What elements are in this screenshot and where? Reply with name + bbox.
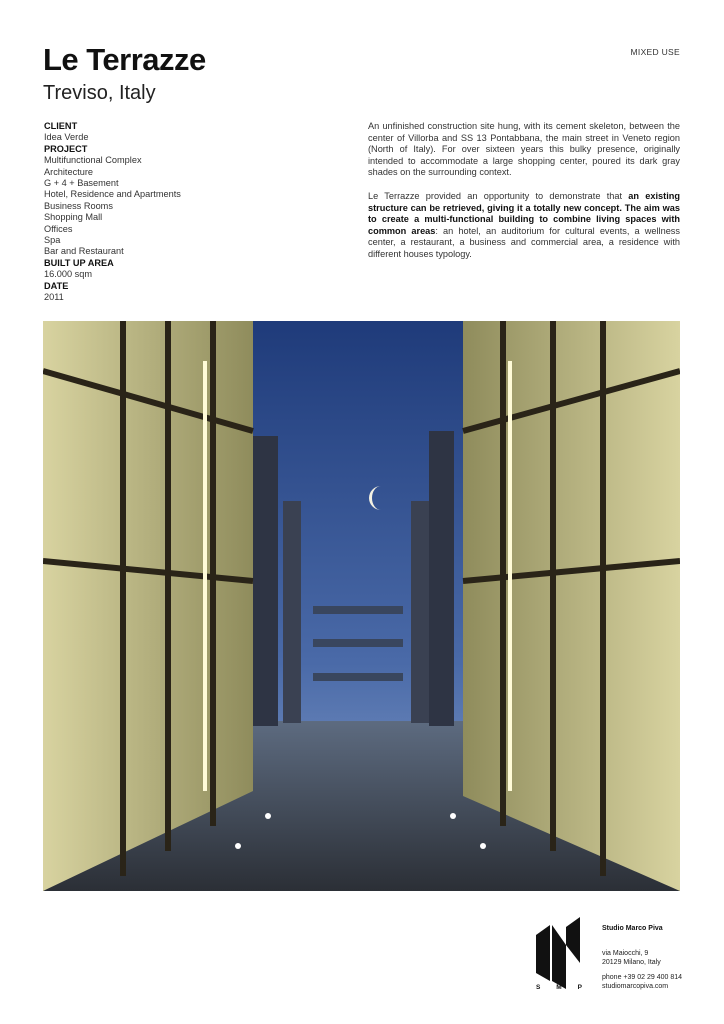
project-item: Architecture bbox=[44, 166, 94, 177]
project-description bbox=[368, 121, 680, 273]
description-text: Le Terrazze provided an opportunity to demonstrate that bbox=[368, 190, 629, 201]
project-item: Hotel, Residence and Apartments bbox=[44, 189, 181, 200]
project-item: Offices bbox=[44, 223, 73, 234]
studio-phone: phone +39 02 29 400 814 bbox=[602, 974, 682, 981]
project-item: Bar and Restaurant bbox=[44, 246, 124, 257]
date-value: 2011 bbox=[44, 292, 64, 303]
project-title: Le Terrazze bbox=[43, 42, 206, 77]
studio-city: 20129 Milano, Italy bbox=[602, 959, 661, 966]
category-label: MIXED USE bbox=[630, 47, 680, 57]
logo-letter: S bbox=[536, 984, 541, 991]
studio-contact bbox=[602, 924, 682, 991]
client-label: CLIENT bbox=[44, 121, 78, 131]
project-item: Spa bbox=[44, 235, 61, 246]
project-item: Multifunctional Complex bbox=[44, 155, 142, 166]
project-item: Business Rooms bbox=[44, 200, 113, 211]
logo-letter: P bbox=[577, 984, 582, 991]
logo-letters bbox=[536, 984, 582, 991]
studio-website[interactable]: studiomarcopiva.com bbox=[602, 983, 669, 990]
description-paragraph-2 bbox=[368, 191, 680, 261]
project-item: G + 4 + Basement bbox=[44, 178, 119, 189]
description-paragraph-1: An unfinished construction site hung, with its cement skeleton, between the center of Villorba and SS 13 Pontabbana, the main street in Veneto region (North of Italy). For over sixteen years this bulky presence, originally intended to accommodate a large shopping center, poured its dark gray shades on the surrounding context. bbox=[368, 121, 680, 178]
area-label: BUILT UP AREA bbox=[44, 257, 114, 268]
client-value: Idea Verde bbox=[44, 132, 89, 143]
date-label: DATE bbox=[44, 280, 69, 291]
studio-name: Studio Marco Piva bbox=[602, 925, 663, 932]
description-highlight: an existing structure can be retrieved, giving it a totally new concept. The aim was to create a multi-functional building to combine living spaces with common areas bbox=[368, 190, 680, 236]
project-facts bbox=[44, 121, 294, 304]
project-item: Shopping Mall bbox=[44, 212, 103, 223]
project-photo bbox=[43, 321, 680, 891]
studio-address: via Maiocchi, 9 bbox=[602, 950, 649, 957]
area-value: 16.000 sqm bbox=[44, 269, 93, 280]
description-text: : an hotel, an auditorium for cultural events, a wellness center, a restaurant, a business and commercial area, a residence with different houses typology. bbox=[368, 225, 680, 259]
project-location: Treviso, Italy bbox=[43, 82, 156, 104]
logo-letter: M bbox=[556, 984, 562, 991]
project-label: PROJECT bbox=[44, 143, 88, 154]
